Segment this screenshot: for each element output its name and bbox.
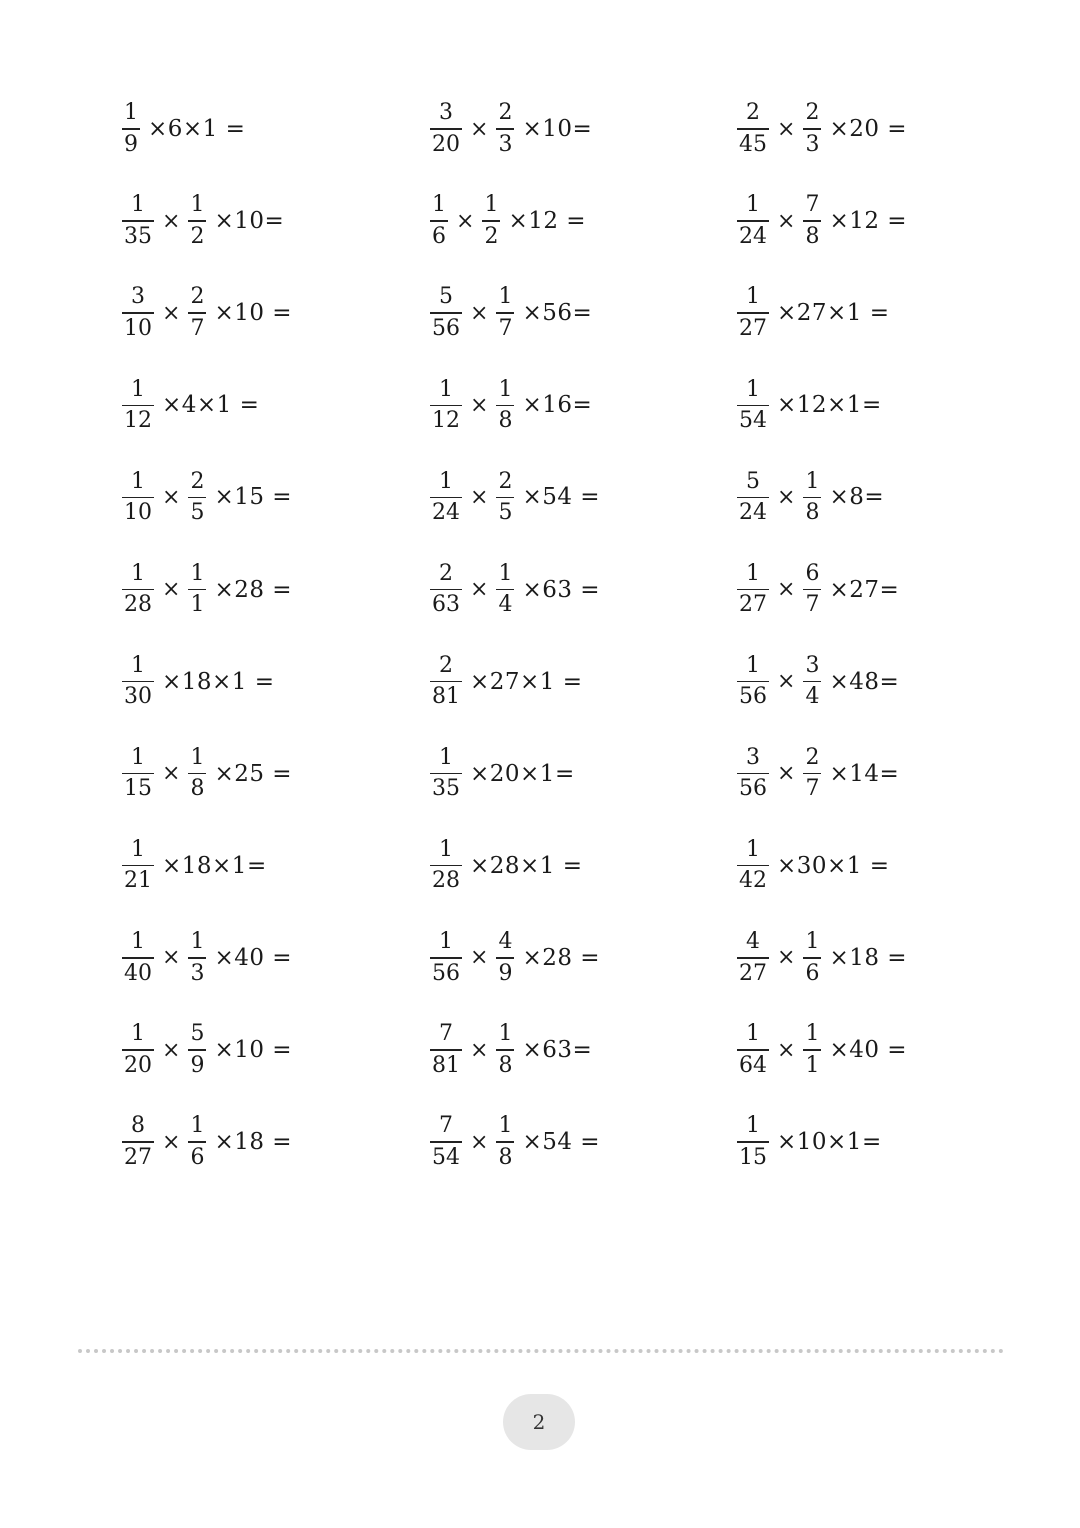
math-problem	[120, 739, 292, 809]
problem-tail: ×54 =	[522, 1129, 601, 1156]
fraction	[430, 1023, 462, 1076]
math-problem	[428, 278, 592, 348]
multiply-operator: ×	[162, 208, 181, 234]
fraction-numerator: 2	[439, 652, 453, 678]
fraction-denominator: 27	[739, 960, 767, 986]
problem-tail: ×18×1 =	[162, 668, 275, 695]
fraction-denominator: 42	[739, 868, 767, 894]
multiply-operator: ×	[777, 1037, 796, 1063]
fraction-numerator: 1	[131, 1021, 145, 1047]
problem-tail: ×18 =	[214, 1129, 293, 1156]
problem-tail: ×28 =	[522, 944, 601, 971]
fraction-denominator: 35	[432, 776, 460, 802]
multiply-operator: ×	[777, 577, 796, 602]
fraction-numerator: 1	[131, 192, 145, 218]
fraction	[430, 286, 462, 339]
dotted-divider	[78, 1349, 1004, 1353]
fraction-numerator: 5	[746, 468, 760, 494]
problem-tail: ×10=	[522, 116, 593, 142]
fraction	[188, 1023, 206, 1076]
fraction	[496, 560, 514, 618]
math-problem	[735, 739, 899, 809]
fraction-denominator: 8	[805, 500, 820, 526]
fraction-numerator: 1	[131, 744, 145, 770]
fraction-numerator: 1	[439, 744, 453, 770]
math-problem	[428, 186, 586, 256]
multiply-operator: ×	[777, 484, 796, 510]
fraction	[737, 286, 769, 339]
fraction-denominator: 81	[432, 684, 460, 710]
problem-tail: ×10 =	[214, 1037, 293, 1063]
fraction-numerator: 3	[439, 100, 453, 126]
problem-tail: ×18×1=	[162, 852, 267, 879]
fraction	[122, 194, 154, 247]
fraction	[737, 931, 769, 984]
fraction	[737, 1023, 769, 1076]
fraction-numerator: 1	[746, 192, 760, 218]
fraction-denominator: 2	[190, 223, 205, 249]
fraction	[122, 839, 154, 892]
fraction-denominator: 7	[805, 592, 820, 618]
problem-tail: ×27×1 =	[470, 668, 583, 695]
fraction-denominator: 56	[432, 960, 460, 986]
fraction-denominator: 4	[805, 684, 820, 710]
multiply-operator: ×	[470, 1129, 489, 1155]
multiply-operator: ×	[162, 1129, 181, 1155]
fraction-denominator: 45	[739, 131, 767, 157]
fraction-numerator: 8	[131, 1113, 145, 1139]
fraction	[188, 468, 206, 526]
math-problem	[735, 831, 890, 901]
fraction-numerator: 1	[131, 652, 145, 678]
fraction	[430, 194, 448, 247]
fraction	[803, 931, 821, 984]
fraction	[122, 468, 154, 526]
fraction-numerator: 2	[746, 100, 760, 126]
fraction	[122, 1023, 154, 1076]
fraction	[122, 376, 154, 433]
problem-tail: ×27=	[829, 576, 900, 603]
fraction	[188, 931, 206, 984]
fraction-numerator: 7	[439, 1021, 453, 1047]
fraction-numerator: 2	[498, 100, 513, 126]
fraction-denominator: 6	[432, 223, 446, 249]
problem-tail: ×12 =	[508, 208, 587, 235]
multiply-operator: ×	[456, 208, 475, 234]
multiply-operator: ×	[777, 761, 796, 787]
problem-tail: ×12×1=	[777, 392, 882, 419]
fraction-denominator: 21	[124, 868, 152, 894]
fraction-denominator: 54	[739, 407, 767, 433]
fraction-denominator: 6	[805, 960, 820, 986]
fraction-numerator: 1	[190, 192, 205, 218]
fraction-denominator: 2	[484, 223, 499, 249]
math-problem	[735, 1015, 907, 1085]
multiply-operator: ×	[470, 945, 489, 971]
fraction	[482, 194, 500, 247]
fraction-numerator: 1	[498, 1113, 513, 1139]
fraction-denominator: 24	[432, 500, 460, 526]
fraction-denominator: 24	[739, 223, 767, 249]
fraction-denominator: 24	[739, 500, 767, 526]
fraction	[737, 560, 769, 618]
fraction	[496, 1115, 514, 1168]
fraction-denominator: 15	[739, 1144, 767, 1170]
fraction	[188, 744, 206, 802]
fraction	[737, 468, 769, 526]
fraction	[122, 931, 154, 984]
fraction-numerator: 1	[131, 560, 145, 586]
fraction-numerator: 1	[805, 929, 820, 955]
fraction-numerator: 1	[439, 837, 453, 863]
math-problem	[428, 647, 583, 717]
problem-tail: ×20×1=	[470, 760, 575, 787]
math-problem	[735, 462, 884, 532]
fraction	[496, 286, 514, 339]
problem-tail: ×40 =	[214, 944, 293, 971]
problem-tail: ×10=	[214, 208, 285, 235]
fraction-denominator: 1	[190, 592, 205, 618]
fraction	[803, 102, 821, 155]
fraction-denominator: 30	[124, 684, 152, 710]
multiply-operator: ×	[162, 484, 181, 510]
multiply-operator: ×	[777, 669, 796, 695]
multiply-operator: ×	[470, 116, 489, 142]
fraction-denominator: 3	[498, 131, 513, 157]
fraction	[122, 652, 154, 710]
multiply-operator: ×	[470, 300, 489, 326]
problem-tail: ×30×1 =	[777, 852, 890, 879]
fraction	[430, 931, 462, 984]
problem-tail: ×10×1=	[777, 1129, 882, 1156]
fraction	[737, 1115, 769, 1168]
fraction-numerator: 1	[432, 192, 446, 218]
fraction	[188, 560, 206, 618]
fraction-denominator: 7	[190, 315, 205, 341]
math-problem	[120, 1015, 292, 1085]
fraction	[122, 1115, 154, 1168]
fraction-denominator: 5	[190, 500, 205, 526]
fraction-denominator: 8	[805, 223, 820, 249]
fraction-numerator: 1	[131, 376, 145, 402]
fraction-denominator: 3	[190, 960, 205, 986]
fraction-denominator: 20	[124, 1052, 152, 1078]
problem-tail: ×25 =	[214, 760, 293, 787]
fraction-numerator: 1	[805, 468, 820, 494]
problem-tail: ×54 =	[522, 484, 601, 511]
fraction	[803, 1023, 821, 1076]
problem-tail: ×15 =	[214, 484, 293, 511]
fraction-denominator: 10	[124, 315, 152, 341]
fraction-denominator: 15	[124, 776, 152, 802]
fraction-numerator: 1	[746, 652, 760, 678]
fraction-denominator: 40	[124, 960, 152, 986]
math-problem	[120, 186, 284, 256]
multiply-operator: ×	[470, 392, 489, 418]
fraction	[430, 839, 462, 892]
problem-tail: ×16=	[522, 392, 593, 419]
fraction-denominator: 63	[432, 592, 460, 618]
math-problem	[120, 94, 245, 164]
math-problem	[735, 1107, 882, 1177]
fraction	[737, 376, 769, 433]
problem-tail: ×6×1 =	[148, 116, 246, 142]
fraction-denominator: 27	[739, 315, 767, 341]
math-problem	[428, 1015, 592, 1085]
fraction-numerator: 1	[746, 284, 760, 310]
math-problem	[428, 370, 592, 440]
fraction-denominator: 20	[432, 131, 460, 157]
fraction	[188, 194, 206, 247]
problem-tail: ×63 =	[522, 576, 601, 603]
fraction	[803, 468, 821, 526]
fraction-denominator: 35	[124, 223, 152, 249]
fraction-numerator: 2	[805, 100, 820, 126]
fraction	[122, 286, 154, 339]
fraction-denominator: 10	[124, 500, 152, 526]
math-problem	[120, 278, 292, 348]
fraction-denominator: 28	[432, 868, 460, 894]
fraction-numerator: 1	[484, 192, 499, 218]
math-problem	[735, 555, 899, 625]
multiply-operator: ×	[470, 577, 489, 602]
fraction-numerator: 1	[746, 376, 760, 402]
fraction-numerator: 1	[131, 837, 145, 863]
problem-tail: ×63=	[522, 1037, 593, 1063]
fraction-numerator: 1	[190, 744, 205, 770]
fraction-numerator: 1	[746, 1021, 760, 1047]
math-problem	[428, 555, 600, 625]
multiply-operator: ×	[777, 945, 796, 971]
problem-tail: ×4×1 =	[162, 392, 260, 419]
fraction-numerator: 1	[498, 284, 513, 310]
fraction	[122, 560, 154, 618]
math-problem	[735, 278, 890, 348]
multiply-operator: ×	[777, 116, 796, 142]
fraction-denominator: 56	[739, 684, 767, 710]
fraction	[737, 652, 769, 710]
fraction-numerator: 3	[131, 284, 145, 310]
fraction-denominator: 56	[432, 315, 460, 341]
fraction-numerator: 1	[190, 1113, 205, 1139]
problem-tail: ×20 =	[829, 116, 908, 142]
math-problem	[428, 1107, 600, 1177]
fraction-denominator: 64	[739, 1052, 767, 1078]
fraction-denominator: 8	[498, 1144, 513, 1170]
fraction-denominator: 7	[805, 776, 820, 802]
math-problem	[120, 370, 259, 440]
fraction-numerator: 1	[439, 376, 453, 402]
fraction-numerator: 3	[746, 744, 760, 770]
problem-tail: ×28 =	[214, 576, 293, 603]
fraction-denominator: 8	[498, 407, 513, 433]
fraction-denominator: 1	[805, 1052, 820, 1078]
fraction-numerator: 1	[805, 1021, 820, 1047]
fraction-numerator: 2	[190, 284, 205, 310]
fraction-numerator: 1	[124, 100, 138, 126]
fraction-denominator: 27	[739, 592, 767, 618]
problem-tail: ×48=	[829, 668, 900, 695]
fraction	[188, 286, 206, 339]
problem-tail: ×14=	[829, 760, 900, 787]
fraction-denominator: 8	[190, 776, 205, 802]
fraction-denominator: 6	[190, 1144, 205, 1170]
problem-tail: ×28×1 =	[470, 852, 583, 879]
fraction	[803, 194, 821, 247]
fraction-numerator: 6	[805, 560, 820, 586]
fraction-numerator: 7	[439, 1113, 453, 1139]
fraction-denominator: 5	[498, 500, 513, 526]
math-problem	[735, 94, 907, 164]
fraction	[737, 194, 769, 247]
math-problem	[120, 923, 292, 993]
fraction-numerator: 3	[805, 652, 820, 678]
fraction-numerator: 1	[131, 929, 145, 955]
multiply-operator: ×	[162, 945, 181, 971]
math-problem	[428, 923, 600, 993]
multiply-operator: ×	[470, 1037, 489, 1063]
fraction-denominator: 9	[498, 960, 513, 986]
fraction	[122, 102, 140, 155]
math-problem	[735, 647, 899, 717]
fraction	[430, 102, 462, 155]
fraction-numerator: 1	[439, 929, 453, 955]
fraction	[496, 1023, 514, 1076]
problem-tail: ×18 =	[829, 944, 908, 971]
problem-tail: ×10 =	[214, 300, 293, 327]
fraction	[430, 652, 462, 710]
fraction	[737, 744, 769, 802]
fraction-denominator: 4	[498, 592, 513, 618]
math-problem	[428, 94, 592, 164]
fraction-numerator: 5	[190, 1021, 205, 1047]
multiply-operator: ×	[777, 208, 796, 234]
fraction-numerator: 1	[746, 560, 760, 586]
fraction-denominator: 81	[432, 1052, 460, 1078]
multiply-operator: ×	[162, 1037, 181, 1063]
fraction	[430, 744, 462, 802]
fraction-numerator: 1	[746, 1113, 760, 1139]
multiply-operator: ×	[162, 577, 181, 602]
multiply-operator: ×	[162, 300, 181, 326]
math-problem	[120, 555, 292, 625]
fraction-numerator: 1	[439, 468, 453, 494]
fraction	[430, 468, 462, 526]
fraction-numerator: 4	[746, 929, 760, 955]
fraction-denominator: 8	[498, 1052, 513, 1078]
page-number: 2	[532, 1410, 546, 1434]
fraction-numerator: 1	[746, 837, 760, 863]
fraction-numerator: 2	[439, 560, 453, 586]
fraction	[803, 560, 821, 618]
fraction	[430, 1115, 462, 1168]
fraction-denominator: 9	[190, 1052, 205, 1078]
fraction-denominator: 7	[498, 315, 513, 341]
fraction	[803, 744, 821, 802]
fraction	[496, 102, 514, 155]
fraction-numerator: 7	[805, 192, 820, 218]
fraction	[430, 560, 462, 618]
fraction	[122, 744, 154, 802]
fraction-denominator: 3	[805, 131, 820, 157]
multiply-operator: ×	[470, 484, 489, 510]
fraction-numerator: 2	[498, 468, 513, 494]
math-problem	[428, 831, 583, 901]
math-problem	[428, 462, 600, 532]
math-problem	[120, 1107, 292, 1177]
fraction-denominator: 27	[124, 1144, 152, 1170]
fraction-numerator: 1	[498, 376, 513, 402]
fraction-numerator: 1	[131, 468, 145, 494]
math-problem	[735, 186, 907, 256]
fraction-denominator: 12	[432, 407, 460, 433]
math-problem	[120, 462, 292, 532]
fraction-numerator: 4	[498, 929, 513, 955]
fraction-denominator: 56	[739, 776, 767, 802]
fraction-denominator: 28	[124, 592, 152, 618]
fraction-numerator: 2	[190, 468, 205, 494]
fraction-numerator: 1	[498, 560, 513, 586]
problem-tail: ×40 =	[829, 1037, 908, 1063]
fraction-denominator: 9	[124, 131, 138, 157]
fraction-numerator: 5	[439, 284, 453, 310]
fraction-numerator: 1	[498, 1021, 513, 1047]
fraction	[188, 1115, 206, 1168]
fraction-numerator: 1	[190, 929, 205, 955]
fraction	[496, 468, 514, 526]
math-problem	[735, 370, 882, 440]
fraction	[737, 102, 769, 155]
fraction-numerator: 1	[190, 560, 205, 586]
fraction	[496, 931, 514, 984]
fraction	[803, 652, 821, 710]
multiply-operator: ×	[162, 761, 181, 787]
fraction-denominator: 54	[432, 1144, 460, 1170]
math-problem	[120, 831, 267, 901]
problem-tail: ×8=	[829, 484, 885, 511]
fraction	[737, 839, 769, 892]
page-number-badge	[503, 1394, 575, 1450]
fraction	[430, 376, 462, 433]
fraction-numerator: 2	[805, 744, 820, 770]
fraction	[496, 376, 514, 433]
problem-tail: ×27×1 =	[777, 300, 890, 327]
math-problem	[428, 739, 575, 809]
problem-tail: ×56=	[522, 300, 593, 327]
math-problem	[120, 647, 275, 717]
math-problem	[735, 923, 907, 993]
fraction-denominator: 12	[124, 407, 152, 433]
problem-tail: ×12 =	[829, 208, 908, 235]
